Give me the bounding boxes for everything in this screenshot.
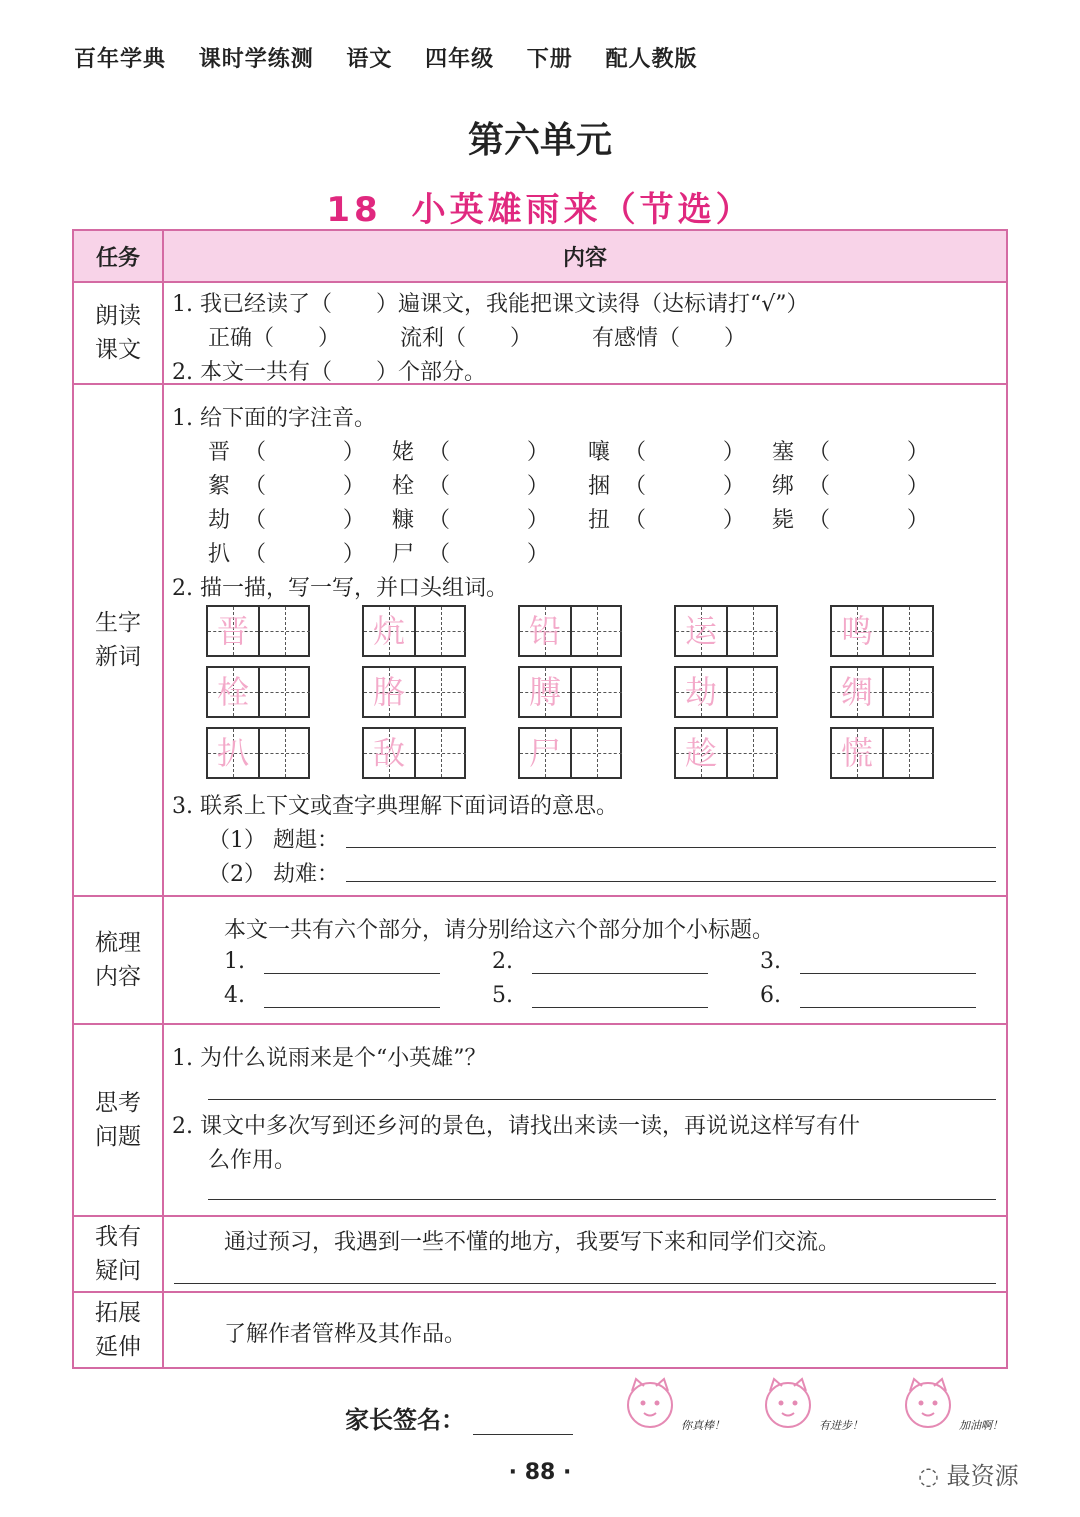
tracing-grid[interactable] [518,666,622,718]
parent-signature: 家长签名： [345,1400,573,1435]
reading-content [164,283,1006,383]
task-extend: 拓展 延伸 [73,1292,163,1368]
trace-char: 趁 [684,734,717,772]
trace-char: 栓 [216,673,249,711]
pinyin-item[interactable]: 捆 [588,474,611,499]
subtitle-line[interactable] [264,1007,440,1008]
pinyin-item[interactable]: 劫 [208,508,231,533]
praise-sticker: 加油啊！ [898,1375,1003,1435]
trace-char: 绸 [840,673,873,711]
tracing-grid[interactable] [518,727,622,779]
content-header: 内容 [163,230,1007,282]
think-q2a: 2. 课文中多次写到还乡河的景色，请找出来读一读，再说说这样写有什 [172,1114,860,1139]
unit-title: 第六单元 [467,120,612,161]
subtitle-number: 4. [224,983,245,1008]
pinyin-item[interactable]: 扭 [588,508,611,533]
pinyin-item[interactable]: 塞 [772,440,795,465]
pinyin-item[interactable]: 晋 [208,440,231,465]
pinyin-blank[interactable]: （ ） [808,508,929,533]
trace-char: 鸣 [840,612,873,650]
trace-char: 炕 [372,612,405,650]
opt-emotion: 有感情（ ） [592,326,747,351]
subtitle-line[interactable] [800,973,976,974]
pinyin-item[interactable]: 尸 [392,542,415,567]
tracing-grid[interactable] [674,666,778,718]
pinyin-item[interactable]: 扒 [208,542,231,567]
tracing-grid[interactable] [830,727,934,779]
pinyin-blank[interactable]: （ ） [624,474,745,499]
pinyin-item[interactable]: 绑 [772,474,795,499]
signature-line[interactable] [473,1410,573,1435]
cartoon-cat-icon [620,1375,680,1431]
trace-char: 尸 [528,734,561,772]
pinyin-blank[interactable]: （ ） [624,440,745,465]
praise-sticker: 有进步！ [758,1375,863,1435]
pinyin-item[interactable]: 栓 [392,474,415,499]
task-header: 任务 [73,230,163,282]
lesson-number: 18 [326,190,382,230]
subtitle-number: 5. [492,983,513,1008]
task-content: 梳理 内容 [73,896,163,1024]
think-q1: 1. 为什么说雨来是个“小英雄”？ [172,1046,487,1071]
trace-char: 敌 [372,734,405,772]
trace-char: 劫 [684,673,717,711]
task-think: 思考 问题 [73,1024,163,1216]
pinyin-blank[interactable]: （ ） [624,508,745,533]
header-item: 课时学练测 [198,47,314,72]
trace-char: 膊 [528,673,561,711]
term-2: （2） 劫难： [208,862,339,887]
subtitle-line[interactable] [532,1007,708,1008]
words-q3: 3. 联系上下文或查字典理解下面词语的意思。 [172,794,618,819]
header-item: 百年学典 [74,47,167,72]
header-item: 配人教版 [605,47,698,72]
pinyin-item[interactable]: 姥 [392,440,415,465]
subtitle-number: 6. [760,983,781,1008]
content-outline [164,897,1006,1023]
tracing-grid[interactable] [206,605,310,657]
pinyin-blank[interactable]: （ ） [428,440,549,465]
opt-fluent: 流利（ ） [400,326,533,351]
trace-char: 晋 [216,612,249,650]
trace-char: 扒 [216,734,249,772]
reading-q1: 1. 我已经读了（ ）遍课文，我能把课文读得（达标请打“√”） [172,292,809,317]
pinyin-blank[interactable]: （ ） [428,474,549,499]
term-1: （1） 趔趄： [208,828,339,853]
task-reading: 朗读 课文 [73,282,163,384]
trace-char: 胳 [372,673,405,711]
reading-q2: 2. 本文一共有（ ）个部分。 [172,360,486,385]
pinyin-blank[interactable]: （ ） [808,440,929,465]
pinyin-item[interactable]: 絮 [208,474,231,499]
pinyin-blank[interactable]: （ ） [244,440,365,465]
header-item: 下册 [526,47,573,72]
pinyin-blank[interactable]: （ ） [244,542,365,567]
watermark: ◌ 最资源 [918,1462,1019,1490]
words-q1: 1. 给下面的字注音。 [172,406,376,431]
answer-line[interactable] [208,1199,996,1200]
book-header [74,42,721,73]
answer-line[interactable] [346,881,996,882]
pinyin-blank[interactable]: （ ） [808,474,929,499]
tracing-grid[interactable] [362,605,466,657]
think-q2b: 么作用。 [208,1148,297,1173]
praise-sticker: 你真棒！ [620,1375,725,1435]
content-intro: 本文一共有六个部分，请分别给这六个部分加个小标题。 [224,918,775,943]
words-q2: 2. 描一描，写一写，并口头组词。 [172,576,508,601]
subtitle-line[interactable] [532,973,708,974]
tracing-grid[interactable] [206,666,310,718]
preview-table [72,229,1008,1369]
think-content [164,1025,1006,1215]
tracing-grid[interactable] [362,727,466,779]
extend-content [164,1293,1006,1367]
pinyin-blank[interactable]: （ ） [244,474,365,499]
page-number: · 88 · [508,1460,572,1485]
subtitle-number: 1. [224,949,245,974]
cartoon-cat-icon [758,1375,818,1431]
pinyin-blank[interactable]: （ ） [428,542,549,567]
trace-char: 运 [684,612,717,650]
tracing-grid[interactable] [362,666,466,718]
tracing-grid[interactable] [830,666,934,718]
trace-char: 铅 [528,612,561,650]
answer-line[interactable] [174,1283,996,1284]
lesson-name: 小英雄雨来（节选） [411,190,754,230]
tracing-grid[interactable] [830,605,934,657]
trace-char: 慌 [840,734,873,772]
extend-text: 了解作者管桦及其作品。 [224,1322,467,1347]
cartoon-cat-icon [898,1375,958,1431]
opt-correct: 正确（ ） [208,326,341,351]
header-item: 四年级 [425,47,495,72]
subtitle-line[interactable] [264,973,440,974]
lesson-title [0,182,1080,231]
pinyin-item[interactable]: 嚷 [588,440,611,465]
tracing-grid[interactable] [674,605,778,657]
pinyin-blank[interactable]: （ ） [428,508,549,533]
pinyin-blank[interactable]: （ ） [244,508,365,533]
task-words: 生字 新词 [73,384,163,896]
pinyin-item[interactable]: 毙 [772,508,795,533]
doubt-text: 通过预习，我遇到一些不懂的地方，我要写下来和同学们交流。 [224,1230,841,1255]
tracing-grid[interactable] [518,605,622,657]
subtitle-line[interactable] [800,1007,976,1008]
answer-line[interactable] [208,1099,996,1100]
header-item: 语文 [346,47,393,72]
subtitle-number: 3. [760,949,781,974]
task-doubt: 我有 疑问 [73,1216,163,1292]
words-content [164,385,1006,895]
pinyin-item[interactable]: 糠 [392,508,415,533]
subtitle-number: 2. [492,949,513,974]
answer-line[interactable] [346,847,996,848]
wechat-icon: ◌ [918,1462,939,1490]
tracing-grid[interactable] [674,727,778,779]
tracing-grid[interactable] [206,727,310,779]
doubt-content [164,1217,1006,1291]
